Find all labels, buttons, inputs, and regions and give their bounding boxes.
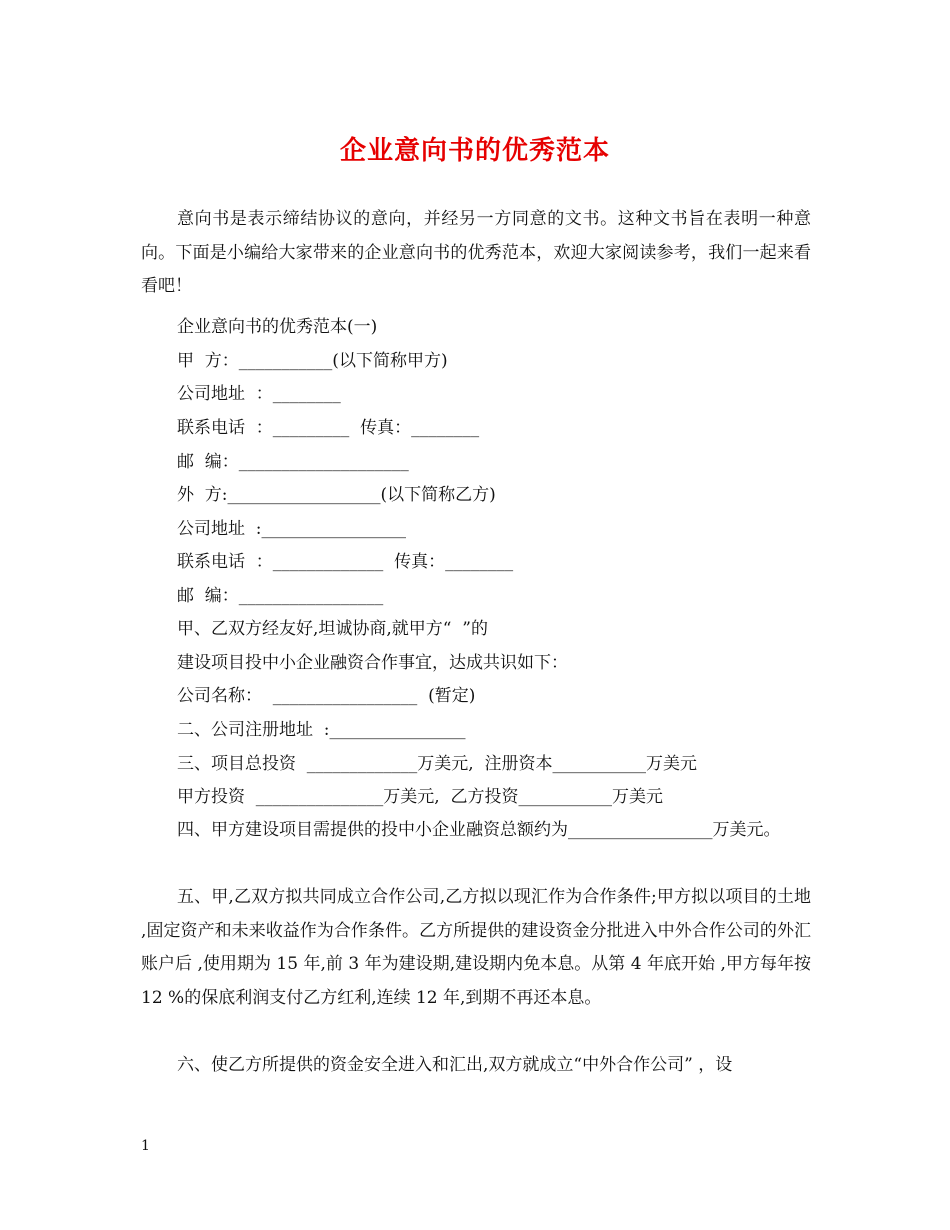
clause-5-paragraph: 五、甲,乙双方拟共同成立合作公司,乙方拟以现汇作为合作条件;甲方拟以项目的土地 ,固定资产和未来收益作为合作条件。乙方所提供的建设资金分批进入中外合作公司的外汇账户后 ,使用期为 15 年,前 3 年为建设期,建设期内免本息。从第 4 年底开始 ,甲方每年按 12 %的保底利润支付乙方红利,连续 12 年,到期不再还本息。 bbox=[141, 887, 811, 1008]
document-title: 企业意向书的优秀范本 bbox=[339, 136, 610, 166]
page-number: 1 bbox=[141, 1138, 150, 1154]
party-a-address-line: 公司地址 ：________ bbox=[177, 384, 341, 404]
party-a-line: 甲 方：___________(以下简称甲方) bbox=[177, 351, 448, 371]
company-name-line: 公司名称： _________________ (暂定) bbox=[177, 686, 476, 706]
party-b-phone-fax-line: 联系电话 ：_____________ 传真：________ bbox=[177, 552, 514, 572]
party-investment-line: 甲方投资 _______________万美元, 乙方投资___________万美元 bbox=[177, 787, 664, 807]
party-a-phone-fax-line: 联系电话 ：_________ 传真：________ bbox=[177, 418, 480, 438]
consensus-line-2: 建设项目投中小企业融资合作事宜，达成共识如下： bbox=[177, 653, 568, 673]
total-investment-line: 三、项目总投资 _____________万美元, 注册资本___________万美元 bbox=[177, 754, 698, 774]
party-a-postcode-line: 邮 编：____________________ bbox=[177, 452, 409, 472]
party-b-line: 外 方:__________________(以下简称乙方) bbox=[177, 485, 496, 505]
registered-address-line: 二、公司注册地址 :________________ bbox=[177, 720, 466, 740]
clause-4-paragraph: 四、甲方建设项目需提供的投中小企业融资总额约为_________________万美元。 bbox=[177, 820, 781, 840]
intro-paragraph: 意向书是表示缔结协议的意向，并经另一方同意的文书。这种文书旨在表明一种意向。下面是小编给大家带来的企业意向书的优秀范本，欢迎大家阅读参考，我们一起来看看吧！ bbox=[141, 209, 811, 296]
clause-6-paragraph: 六、使乙方所提供的资金安全进入和汇出,双方就成立“中外合作公司” ，设 bbox=[177, 1055, 733, 1075]
section-heading-1: 企业意向书的优秀范本(一) bbox=[177, 317, 378, 337]
consensus-line-1: 甲、乙双方经友好,坦诚协商,就甲方“ ”的 bbox=[177, 619, 488, 639]
party-b-address-line: 公司地址 :_________________ bbox=[177, 519, 407, 539]
party-b-postcode-line: 邮 编：_________________ bbox=[177, 586, 384, 606]
